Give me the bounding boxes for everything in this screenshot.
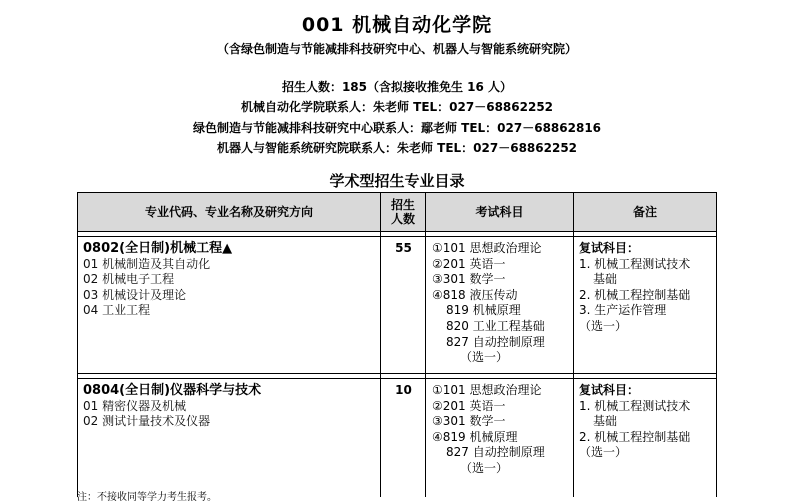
subject-item: ①101 思想政治理论	[432, 241, 542, 255]
direction-item: 02 机械电子工程	[83, 272, 175, 287]
contact-line: 机器人与智能系统研究院联系人：朱老师 TEL：027－68862252	[216, 141, 578, 155]
subject-item: ③301 数学一	[432, 272, 506, 287]
major-cell	[78, 379, 381, 498]
remarks-cell	[574, 379, 717, 498]
remarks-heading: 复试科目：	[579, 241, 640, 255]
remark-item: 2. 机械工程控制基础	[579, 429, 691, 444]
page-title: 001 机械自动化学院	[301, 14, 493, 36]
header-major: 专业代码、专业名称及研究方向	[78, 193, 381, 232]
subject-item: ③301 数学一	[432, 414, 506, 429]
subject-alt-item: 819 机械原理	[446, 303, 521, 318]
subject-alt-item: 827 自动控制原理	[446, 334, 545, 349]
enrollment-count: 招生人数：185（含拟接收推免生 16 人）	[281, 80, 513, 94]
table-header-row	[78, 193, 717, 232]
major-name: 0802(全日制)机械工程▲	[83, 241, 233, 256]
contact-line: 机械自动化学院联系人：朱老师 TEL：027－68862252	[240, 100, 554, 114]
direction-item: 01 机械制造及其自动化	[83, 256, 211, 271]
header-remarks: 备注	[574, 193, 717, 232]
subject-item: ②201 英语一	[432, 398, 506, 413]
remark-item: （选一）	[579, 445, 628, 460]
remarks-heading: 复试科目：	[579, 383, 640, 397]
subjects-cell	[426, 379, 574, 498]
table-row	[78, 237, 717, 374]
major-cell	[78, 237, 381, 374]
section-title: 学术型招生专业目录	[329, 172, 465, 190]
remarks-cell	[574, 237, 717, 374]
subject-item: ④818 液压传动	[432, 287, 518, 302]
subject-alt-item: 827 自动控制原理	[446, 445, 545, 460]
header-count-line1: 招生	[390, 198, 415, 212]
major-name: 0804(全日制)仪器科学与技术	[83, 383, 262, 398]
subject-item: ④819 机械原理	[432, 429, 518, 444]
remark-item: 1. 机械工程测试技术	[579, 256, 691, 271]
remark-item: 1. 机械工程测试技术	[579, 398, 691, 413]
direction-item: 02 测试计量技术及仪器	[83, 414, 211, 429]
footnote: 注：不接收同等学力考生报考。	[77, 492, 217, 503]
direction-item: 04 工业工程	[83, 303, 151, 318]
subject-alt-note: （选一）	[460, 350, 509, 365]
subject-alt-item: 820 工业工程基础	[446, 318, 545, 333]
subject-item: ①101 思想政治理论	[432, 383, 542, 397]
remark-item: （选一）	[579, 318, 628, 333]
remark-item: 基础	[593, 272, 618, 287]
page-subtitle: （含绿色制造与节能减排科技研究中心、机器人与智能系统研究院）	[216, 42, 577, 56]
table-row	[78, 379, 717, 498]
header-count	[381, 193, 426, 232]
subject-item: ②201 英语一	[432, 256, 506, 271]
remark-item: 3. 生产运作管理	[579, 303, 667, 318]
header-count-line2: 人数	[390, 212, 415, 226]
remark-item: 基础	[593, 414, 618, 429]
direction-item: 01 精密仪器及机械	[83, 398, 187, 413]
enroll-count: 55	[381, 237, 426, 374]
remark-item: 2. 机械工程控制基础	[579, 287, 691, 302]
major-catalog-table	[77, 192, 717, 497]
header-subjects: 考试科目	[426, 193, 574, 232]
enroll-count: 10	[381, 379, 426, 498]
contact-line: 绿色制造与节能减排科技研究中心联系人：鄢老师 TEL：027－68862816	[192, 121, 602, 135]
subjects-cell	[426, 237, 574, 374]
direction-item: 03 机械设计及理论	[83, 287, 187, 302]
subject-alt-note: （选一）	[460, 460, 509, 475]
